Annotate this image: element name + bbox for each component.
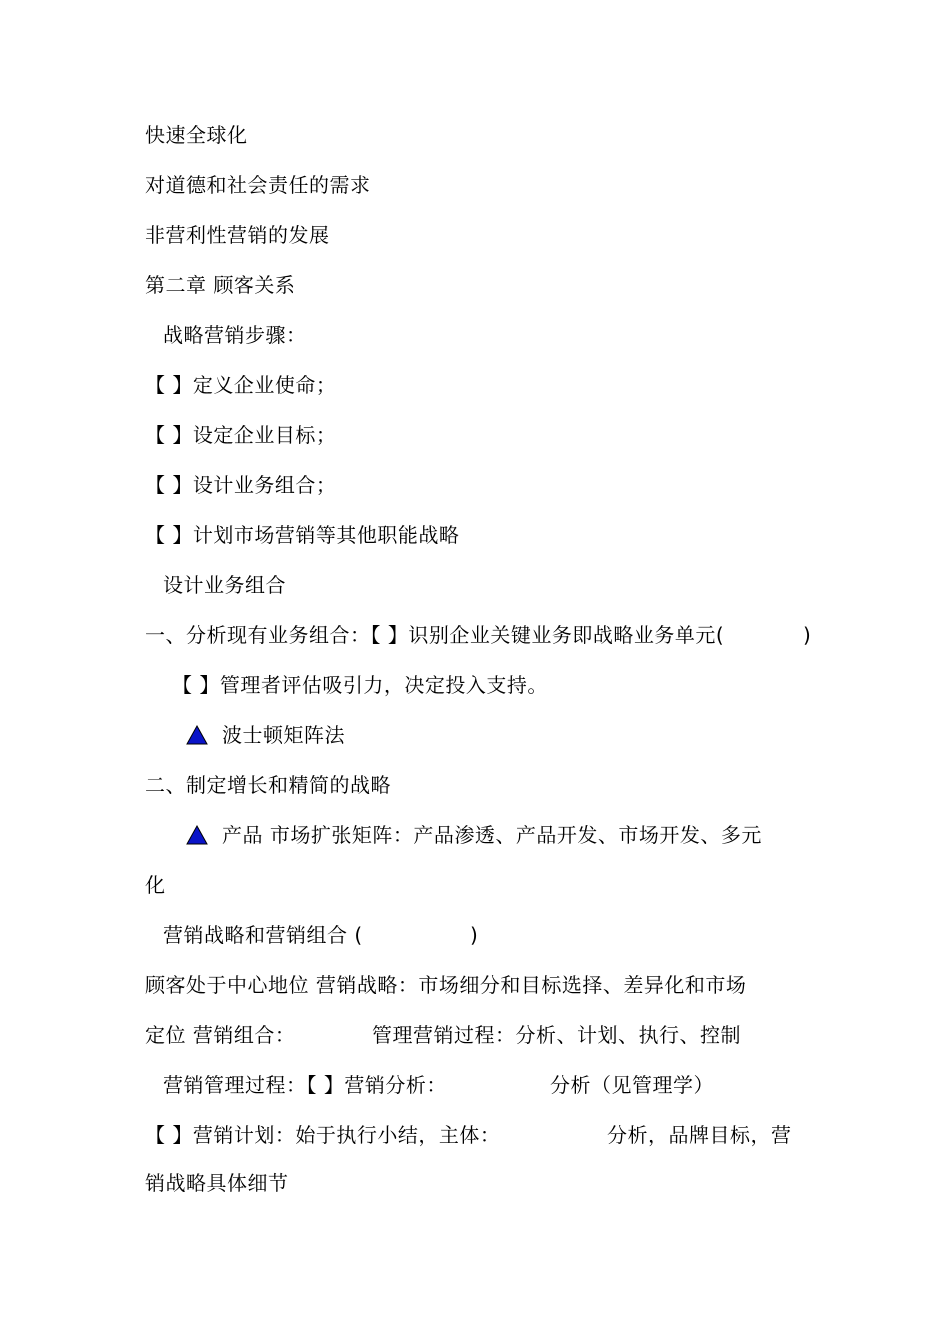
section-heading: 战略营销步骤：: [163, 323, 307, 347]
text-line: 非营利性营销的发展: [145, 223, 330, 247]
list-item: 【 】设定企业目标；: [145, 423, 337, 447]
bullet-item: [186, 720, 345, 750]
bullet-item: [186, 820, 762, 850]
chapter-heading: 第二章 顾客关系: [145, 273, 296, 297]
text-segment: 定位 营销组合：: [145, 1023, 296, 1047]
text-segment: ): [470, 923, 479, 947]
list-item: 【 】设计业务组合；: [145, 473, 337, 497]
list-item: 【 】定义企业使命；: [145, 373, 337, 397]
text-segment: 管理营销过程：分析、计划、执行、控制: [372, 1023, 741, 1047]
triangle-icon: [186, 725, 208, 745]
text-line: 快速全球化: [145, 123, 248, 147]
section-heading: 设计业务组合: [163, 573, 286, 597]
triangle-icon: [186, 825, 208, 845]
text-segment: 一、分析现有业务组合：【 】识别企业关键业务即战略业务单元(: [145, 623, 725, 647]
text-segment: ): [803, 623, 812, 647]
list-item: 【 】管理者评估吸引力，决定投入支持。: [172, 673, 548, 697]
text-segment: 分析，品牌目标，营: [607, 1123, 792, 1147]
text-line: 化: [145, 873, 166, 897]
text-line: 销战略具体细节: [145, 1171, 289, 1195]
list-item: 【 】计划市场营销等其他职能战略: [145, 523, 460, 547]
text-segment: 分析（见管理学）: [550, 1073, 714, 1097]
text-segment: 营销管理过程：【 】营销分析：: [163, 1073, 447, 1097]
text-line: [145, 620, 724, 650]
bullet-text: 波士顿矩阵法: [222, 723, 345, 747]
text-line: 二、制定增长和精简的战略: [145, 773, 391, 797]
bullet-text: 产品 市场扩张矩阵：产品渗透、产品开发、市场开发、多元: [222, 823, 762, 847]
section-heading: 营销战略和营销组合 (: [163, 923, 363, 947]
text-line: 对道德和社会责任的需求: [145, 173, 371, 197]
text-line: 顾客处于中心地位 营销战略：市场细分和目标选择、差异化和市场: [145, 973, 747, 997]
text-segment: 【 】营销计划：始于执行小结，主体：: [145, 1123, 501, 1147]
